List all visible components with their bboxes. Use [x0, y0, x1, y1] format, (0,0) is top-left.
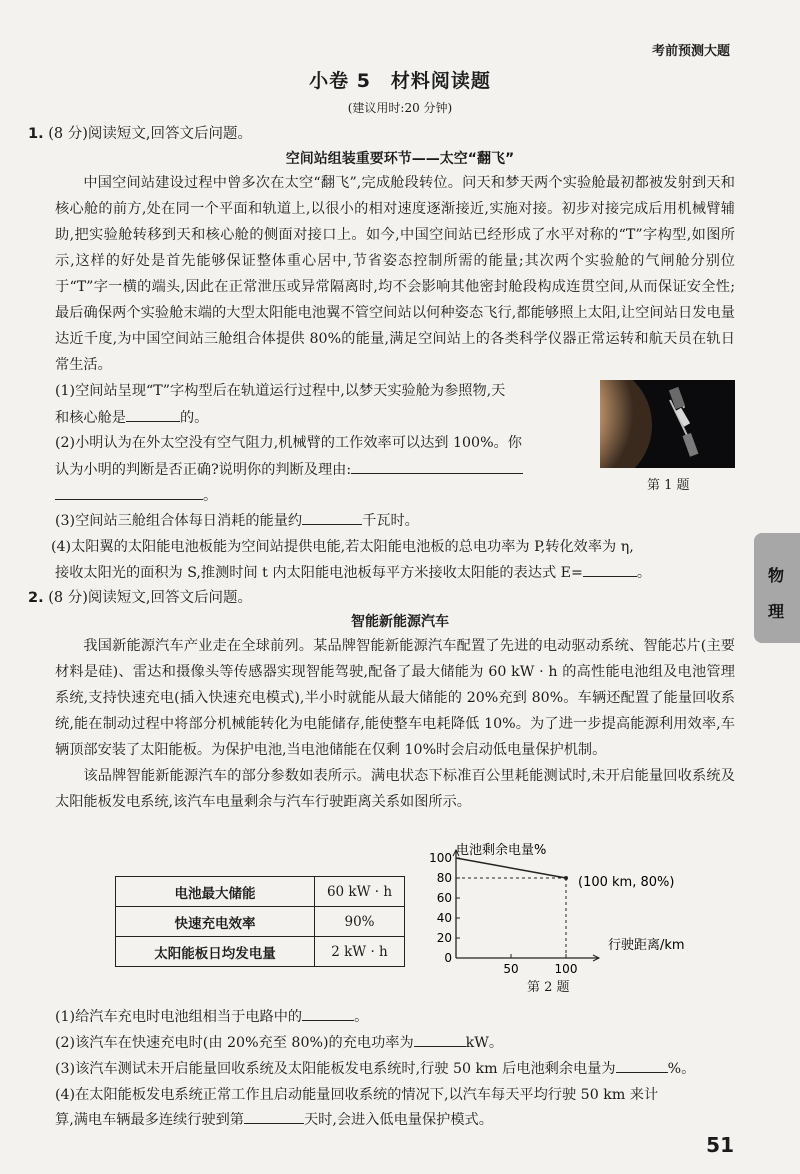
page-title: 小卷 5 材料阅读题	[309, 70, 491, 92]
q1-sub2-line3	[55, 485, 217, 505]
q2-sub4-text: 算,满电车辆最多连续行驶到第	[55, 1112, 244, 1128]
table-cell-key: 快速充电效率	[116, 907, 315, 937]
q1-sub3-text: (3)空间站三舱组合体每日消耗的能量约	[55, 513, 303, 529]
q2-sub1-line	[55, 1006, 368, 1026]
q1-sub3-line	[55, 510, 419, 530]
side-tab-char-1: 物	[768, 566, 785, 585]
q2-sub4-blank[interactable]	[244, 1109, 304, 1124]
q2-sub3-tail: %。	[667, 1061, 696, 1077]
table-row	[116, 937, 405, 967]
chart-y-tick-label: 80	[436, 871, 452, 885]
q2-sub4-tail: 天时,会进入低电量保护模式。	[303, 1112, 493, 1128]
chart-y-tick-label: 40	[436, 911, 452, 925]
q2-sub2-blank[interactable]	[414, 1032, 466, 1047]
table-row	[116, 877, 405, 907]
q1-sub3-tail: 千瓦时。	[362, 513, 419, 529]
q1-sub3-blank[interactable]	[302, 510, 362, 525]
q1-sub4-tail: 。	[636, 565, 652, 581]
chart-y-axis-label: 电池剩余电量%	[456, 843, 547, 858]
q1-sub4-line2	[55, 562, 651, 582]
chart-y-tick-label: 100	[429, 851, 452, 865]
chart-data-point	[564, 876, 568, 880]
q1-sub1-tail: 的。	[179, 410, 209, 426]
passage-1-title: 空间站组装重要环节——太空“翻飞”	[285, 151, 515, 167]
chart-y-tick-label: 60	[436, 891, 452, 905]
chart-x-axis-label: 行驶距离/km	[608, 938, 685, 953]
table-cell-value: 2 kW · h	[315, 937, 405, 967]
q1-sub1-blank[interactable]	[126, 407, 180, 422]
chart-y-tick-label: 0	[444, 951, 452, 965]
passage-2-title: 智能新能源汽车	[351, 614, 449, 630]
q2-sub1-text: (1)给汽车充电时电池组相当于电路中的	[55, 1009, 303, 1025]
page-number: 51	[706, 1133, 734, 1157]
q1-sub2-text: 认为小明的判断是否正确?说明你的判断及理由:	[55, 462, 352, 478]
table-cell-key: 太阳能板日均发电量	[116, 937, 315, 967]
figure-1-caption: 第 1 题	[647, 478, 690, 493]
table-row	[116, 907, 405, 937]
q2-sub3-line	[55, 1058, 695, 1078]
q2-sub1-blank[interactable]	[302, 1006, 354, 1021]
chart-x-tick-label: 50	[503, 962, 519, 976]
q2-sub2-tail: kW。	[465, 1035, 504, 1051]
passage-2-para-2: 该品牌智能新能源汽车的部分参数如表所示。满电状态下标准百公里耗能测试时,未开启能量回收系统及太阳能板发电系统,该汽车电量剩余与汽车行驶距离关系如图所示。	[55, 768, 735, 810]
q1-sub1-line1: (1)空间站呈现“T”字构型后在轨道运行过程中,以梦天实验舱为参照物,天	[55, 383, 506, 399]
q2-sub2-line	[55, 1032, 503, 1052]
vehicle-spec-table	[115, 876, 405, 967]
battery-distance-chart	[410, 840, 700, 980]
q2-sub4-line1: (4)在太阳能板发电系统正常工作且启动能量回收系统的情况下,以汽车每天平均行驶 50 km 来计	[55, 1087, 659, 1103]
q1-sub2-end: 。	[203, 488, 218, 504]
q2-sub4-line2	[55, 1109, 493, 1129]
q1-sub2-blank-2[interactable]	[55, 485, 203, 500]
question-1-number: 1.	[28, 126, 44, 142]
q1-sub2-blank-1[interactable]	[351, 459, 523, 474]
chart-series-line	[456, 858, 566, 878]
section-header: 考前预测大题	[651, 44, 730, 59]
chart-y-tick-label: 20	[436, 931, 452, 945]
q2-sub1-tail: 。	[354, 1009, 369, 1025]
question-2-head	[28, 586, 252, 607]
table-cell-key: 电池最大储能	[116, 877, 315, 907]
q1-sub1-line2	[55, 407, 208, 427]
chart-annotation: (100 km, 80%)	[578, 875, 675, 890]
figure-2-caption: 第 2 题	[527, 980, 570, 995]
chart-x-tick-label: 100	[554, 962, 578, 976]
question-2-instruction: (8 分)阅读短文,回答文后问题。	[48, 590, 252, 606]
passage-2	[55, 633, 735, 815]
q1-sub4-text: 接收太阳光的面积为 S,推测时间 t 内太阳能电池板每平方米接收太阳能的表达式 E=	[55, 565, 583, 581]
question-1-head	[28, 122, 252, 143]
page-subtitle: (建议用时:20 分钟)	[347, 101, 453, 115]
question-2-number: 2.	[28, 590, 44, 606]
q1-sub4-blank[interactable]	[583, 562, 637, 577]
space-station-photo	[600, 380, 735, 468]
passage-1	[55, 170, 735, 378]
q1-sub1-text: 和核心舱是	[55, 410, 126, 426]
side-tab-char-2: 理	[768, 602, 785, 621]
question-1-instruction: (8 分)阅读短文,回答文后问题。	[48, 126, 252, 142]
q1-sub4-line1: (4)太阳翼的太阳能电池板能为空间站提供电能,若太阳能电池板的总电功率为 P,转化效率为 η,	[51, 539, 634, 555]
q1-sub2-line1: (2)小明认为在外太空没有空气阻力,机械臂的工作效率可以达到 100%。你	[55, 435, 522, 451]
table-cell-value: 60 kW · h	[315, 877, 405, 907]
q2-sub3-text: (3)该汽车测试未开启能量回收系统及太阳能板发电系统时,行驶 50 km 后电池剩余电量为	[55, 1061, 616, 1077]
table-cell-value: 90%	[315, 907, 405, 937]
passage-1-text: 中国空间站建设过程中曾多次在太空“翻飞”,完成舱段转位。问天和梦天两个实验舱最初都被发射到天和核心舱的前方,处在同一个平面和轨道上,以很小的相对速度逐渐接近,实施对接。初步对接完成后用机械臂辅助,把实验舱转移到天和核心舱的侧面对接口上。如今,中国空间站已经形成了水平对称的“T”字构型,如图所示,这样的好处是首先能够保证整体重心居中,节省姿态控制所需的能量;其次两个实验舱的气闸舱分别位于“T”字一横的端头,因此在正常泄压或异常隔离时,均不会影响其他密封舱段构成连贯空间,从而保证安全性;最后确保两个实验舱末端的大型太阳能电池翼不管空间站以何种姿态飞行,都能够照上太阳,让空间站日发电量达近千度,为中国空间站三舱组合体提供 80%的能量,满足空间站上的各类科学仪器正常运转和航天员在轨日常生活。	[55, 175, 735, 373]
q2-sub3-blank[interactable]	[616, 1058, 668, 1073]
q2-sub2-text: (2)该汽车在快速充电时(由 20%充至 80%)的充电功率为	[55, 1035, 414, 1051]
q1-sub2-line2	[55, 459, 523, 479]
passage-2-para-1: 我国新能源汽车产业走在全球前列。某品牌智能新能源汽车配置了先进的电动驱动系统、智能芯片(主要材料是硅)、雷达和摄像头等传感器实现智能驾驶,配备了最大储能为 60 kW · h 的高性能电池组及电池管理系统,支持快速充电(插入快速充电模式),半小时就能从最大储能的 20%充到 80%。车辆还配置了能量回收系统,能在制动过程中将部分机械能转化为电能储存,能使整车电耗降低 10%。为了进一步提高能源利用效率,车辆顶部安装了太阳能板。为保护电池,当电池储能在仅剩 10%时会启动低电量保护机制。	[55, 638, 735, 758]
